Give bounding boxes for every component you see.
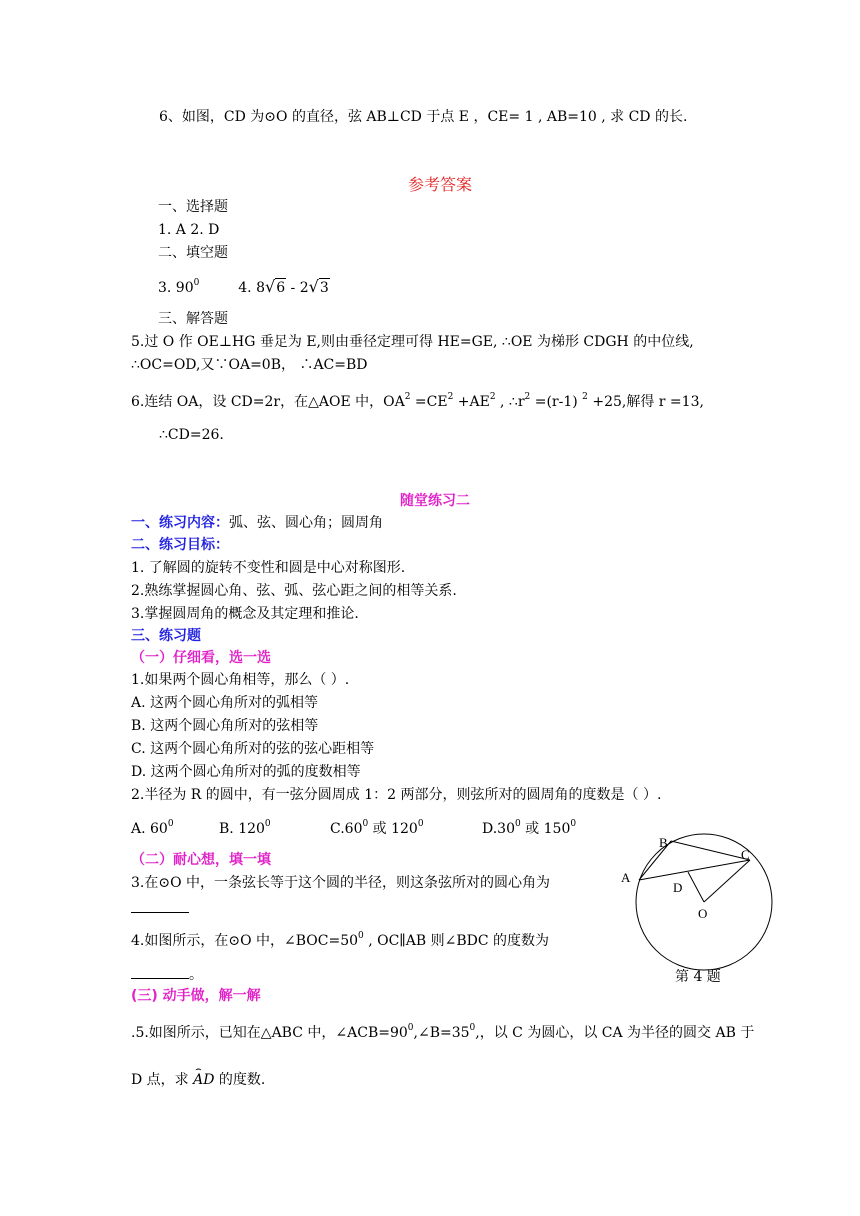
question-1-option-d: D. 这两个圆心角所对的弧的度数相等 bbox=[131, 764, 361, 780]
answer-6-line2: ∴CD=26. bbox=[159, 427, 224, 443]
goal-2: 2.熟练掌握圆心角、弦、弧、弦心距之间的相等关系. bbox=[131, 583, 457, 599]
question-2-option-a: A. $60^0$ bbox=[131, 819, 174, 837]
figure-caption: 第 4 题 bbox=[675, 969, 721, 985]
line-od bbox=[688, 872, 704, 902]
part-1-heading: （一）仔细看，选一选 bbox=[131, 650, 271, 666]
question-1: 1.如果两个圆心角相等，那么（ ）. bbox=[131, 672, 350, 688]
label-d: D bbox=[673, 880, 683, 895]
answers-1-2: 1. A 2. D bbox=[158, 222, 220, 238]
question-4-blank: 。 bbox=[131, 966, 203, 984]
question-1-option-a: A. 这两个圆心角所对的弧相等 bbox=[131, 695, 319, 711]
part-3-heading: (三) 动手做，解一解 bbox=[131, 988, 261, 1004]
practice-goal-label: 二、练习目标： bbox=[131, 537, 229, 553]
question-2-option-d: $D.30^0$ 或 $150^0$ bbox=[482, 819, 577, 837]
answers-title: 参考答案 bbox=[408, 175, 473, 194]
goal-1: 1. 了解圆的旋转不变性和圆是中心对称图形. bbox=[131, 560, 406, 576]
question-2-option-b: B. $120^0$ bbox=[219, 819, 271, 837]
line-bc bbox=[671, 841, 750, 860]
goal-3: 3.掌握圆周角的概念及其定理和推论. bbox=[131, 606, 359, 622]
sqrt-3: 3 bbox=[319, 280, 329, 296]
question-5-line1: .5.如图所示，已知在△ABC 中，$\angle ACB=90^0,\angle B=35^0$,，以 C 为圆心，以 CA 为半径的圆交 AB 于 bbox=[131, 1023, 755, 1041]
arc-mark: ⌢ bbox=[195, 1064, 202, 1075]
practice-content: 一、练习内容：弧、弦、圆心角；圆周角 bbox=[131, 515, 383, 531]
label-a: A bbox=[621, 870, 631, 885]
arc-ad: ⌢ AD bbox=[193, 1071, 214, 1089]
question-3-blank bbox=[131, 900, 189, 918]
answers-sec3: 三、解答题 bbox=[158, 311, 228, 327]
question-5-line2: D 点，求 ⌢ AD 的度数. bbox=[131, 1071, 265, 1089]
answer-6-line1: 6.连结 OA，设 CD=2r，在△AOE 中，$OA^2 =CE^2 +AE^2$ , $\therefore r^2 =(r-1)$ $^2$ +25,解得 r =13, bbox=[131, 392, 704, 410]
line-ac bbox=[639, 860, 750, 880]
question-4: 4.如图所示，在⊙O 中，$\angle BOC=50^0$ , OC∥AB 则∠BDC 的度数为 bbox=[131, 931, 550, 949]
answers-sec1: 一、选择题 bbox=[158, 199, 228, 215]
label-o: O bbox=[698, 906, 708, 921]
sqrt-6: 6 bbox=[276, 280, 286, 296]
radius-oc bbox=[704, 860, 750, 902]
question-3: 3.在⊙O 中，一条弦长等于这个圆的半径，则这条弦所对的圆心角为 bbox=[131, 875, 551, 891]
label-b: B bbox=[659, 835, 668, 850]
question-2-option-c: $C.60^0$ 或 $120^0$ bbox=[330, 819, 424, 837]
question-2: 2.半径为 R 的圆中，有一弦分圆周成 1：2 两部分，则弦所对的圆周角的度数是（ ）. bbox=[131, 787, 662, 803]
practice-title: 随堂练习二 bbox=[400, 493, 470, 509]
answers-sec2: 二、填空题 bbox=[158, 245, 228, 261]
answer-5-line2: ∴OC=OD,又∵OA=0B， ∴AC=BD bbox=[131, 357, 368, 373]
part-2-heading: （二）耐心想，填一填 bbox=[131, 852, 271, 868]
question-1-option-c: C. 这两个圆心角所对的弦的弦心距相等 bbox=[131, 741, 375, 757]
question-1-option-b: B. 这两个圆心角所对的弦相等 bbox=[131, 718, 319, 734]
answer-5-line1: 5.过 O 作 OE⊥HG 垂足为 E,则由垂径定理可得 HE=GE, ∴OE 为梯形 CDGH 的中位线, bbox=[131, 334, 694, 350]
label-c: C bbox=[741, 847, 750, 862]
question-6: 6、如图，CD 为⊙O 的直径，弦 AB⊥CD 于点 E ，CE= 1 , AB=10 , 求 CD 的长. bbox=[159, 109, 688, 125]
practice-sec3: 三、练习题 bbox=[131, 628, 201, 644]
answers-3-4: 3. $90^0$ 4. 8√6 - 2√3 bbox=[158, 277, 329, 296]
